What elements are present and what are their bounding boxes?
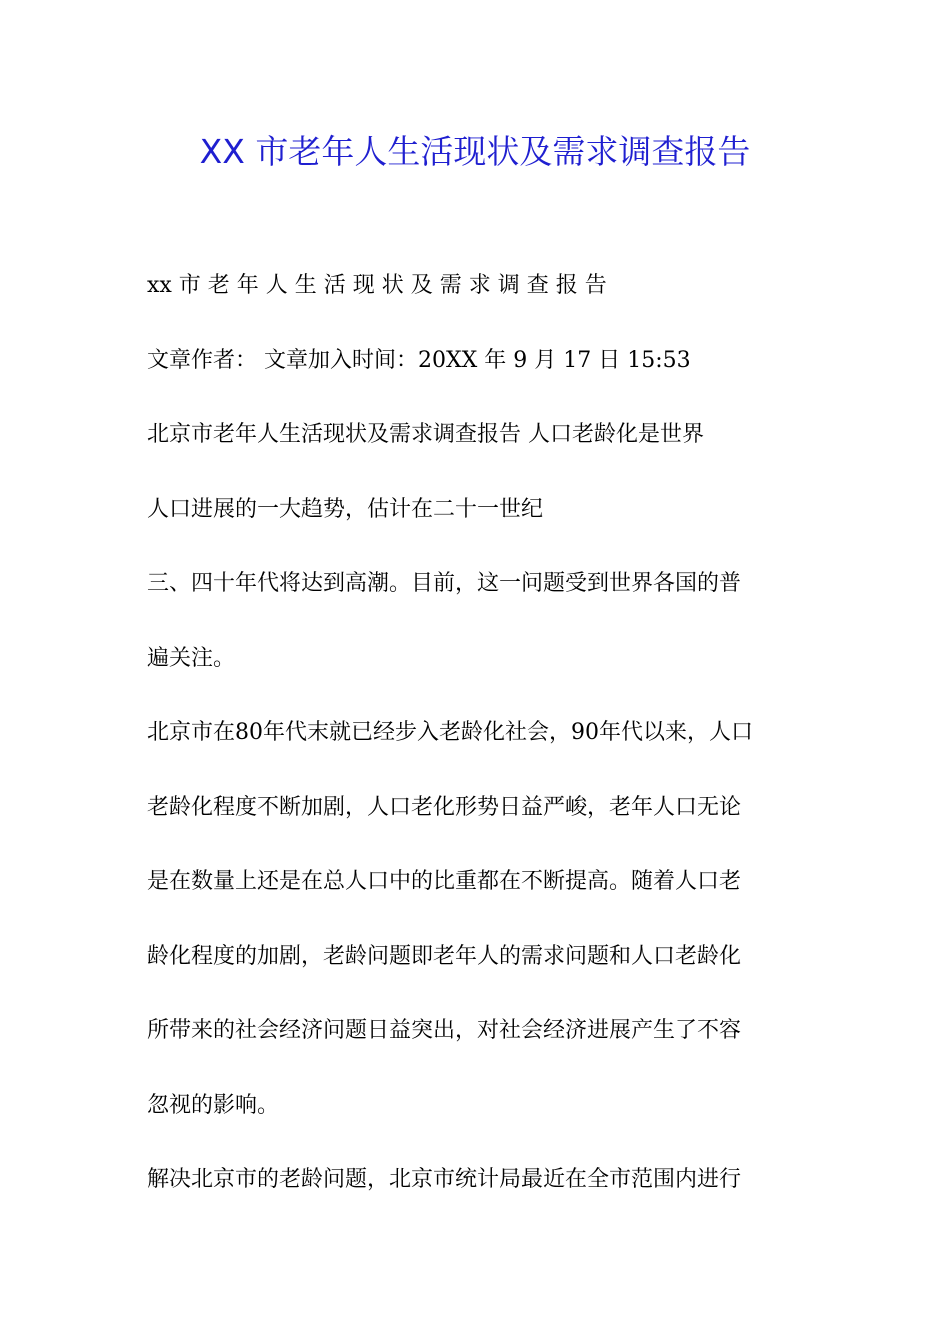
text-line-4 (147, 488, 806, 563)
line-10-text: 龄化程度的加剧，老龄问题即老年人的需求问题和人口老龄化 (147, 943, 742, 969)
line-1-text: xx 市 老 年 人 生 活 现 状 及 需 求 调 查 报 告 (147, 273, 607, 298)
document-title: XX 市老年人生活现状及需求调查报告 (199, 132, 751, 171)
line-2-text: 文章作者： 文章加入时间：20XX 年 9 月 17 日 15:53 (147, 347, 691, 373)
text-line-7 (147, 711, 806, 786)
line-11-text: 所带来的社会经济问题日益突出，对社会经济进展产生了不容 (147, 1018, 742, 1043)
text-line-11 (147, 1009, 806, 1084)
line-13-text: 解决北京市的老龄问题，北京市统计局最近在全市范围内进行 (147, 1167, 742, 1192)
line-9-text: 是在数量上还是在总人口中的比重都在不断提高。随着人口老 (147, 869, 742, 894)
text-line-12 (147, 1084, 806, 1159)
line-7-text: 北京市在80年代末就已经步入老龄化社会，90年代以来，人口 (147, 720, 753, 745)
text-line-1 (147, 264, 806, 339)
text-line-8 (147, 786, 806, 861)
line-4-text: 人口进展的一大趋势，估计在二十一世纪 (147, 496, 544, 522)
text-line-6 (147, 637, 806, 712)
line-5-text: 三、四十年代将达到高潮。目前，这一问题受到世界各国的普 (147, 571, 742, 596)
line-3-text: 北京市老年人生活现状及需求调查报告 人口老龄化是世界 (147, 422, 704, 447)
line-12-text: 忽视的影响。 (147, 1092, 280, 1118)
text-line-3 (147, 413, 806, 488)
text-line-10 (147, 935, 806, 1010)
text-line-2 (147, 339, 806, 414)
line-8-text: 老龄化程度不断加剧，人口老化形势日益严峻，老年人口无论 (147, 794, 742, 820)
text-line-9 (147, 860, 806, 935)
document-body (147, 264, 806, 1233)
text-line-13 (147, 1158, 806, 1233)
text-line-5 (147, 562, 806, 637)
line-6-text: 遍关注。 (147, 645, 236, 671)
